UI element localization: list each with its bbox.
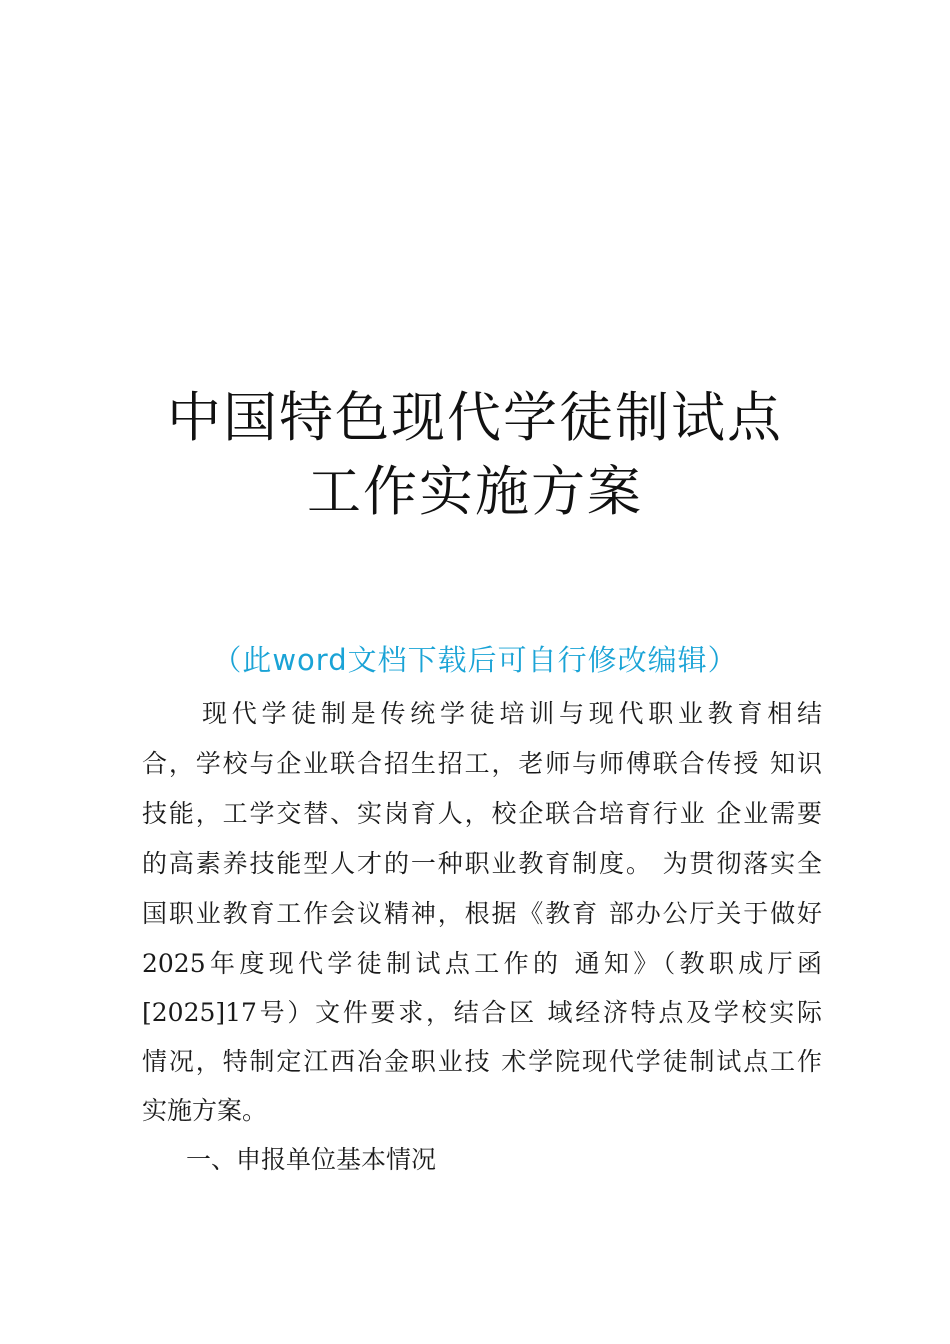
paragraph-line-8: 情况，特制定江西冶金职业技 术学院现代学徒制试点工作	[142, 1047, 822, 1076]
edit-note: （此word文档下载后可自行修改编辑）	[212, 643, 738, 677]
document-title-line-1: 中国特色现代学徒制试点	[167, 386, 783, 449]
paragraph-line-2: 合，学校与企业联合招生招工，老师与师傅联合传授 知识	[142, 749, 822, 778]
paragraph-line-7: [2025]17号）文件要求，结合区 域经济特点及学校实际	[142, 998, 822, 1027]
section-heading: 一、申报单位基本情况	[186, 1145, 437, 1174]
paragraph-line-9: 实施方案。	[142, 1096, 268, 1125]
document-title-line-2: 工作实施方案	[307, 460, 643, 523]
paragraph-line-4: 的高素养技能型人才的一种职业教育制度。 为贯彻落实全	[142, 849, 822, 878]
paragraph-line-3: 技能，工学交替、实岗育人，校企联合培育行业 企业需要	[142, 799, 822, 828]
paragraph-line-5: 国职业教育工作会议精神，根据《教育 部办公厅关于做好	[142, 899, 822, 928]
paragraph-line-1: 现代学徒制是传统学徒培训与现代职业教育相结	[202, 699, 822, 728]
paragraph-line-6: 2025年度现代学徒制试点工作的 通知》（教职成厅函	[142, 949, 822, 978]
